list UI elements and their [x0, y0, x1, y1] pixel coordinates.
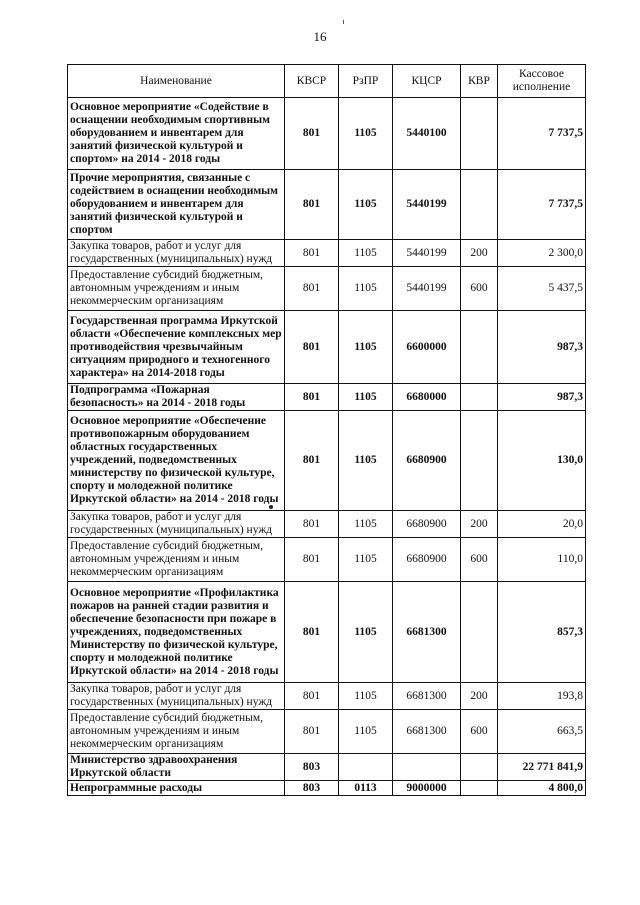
- table-row: [68, 538, 586, 582]
- header-kvsr: КВСР: [285, 65, 339, 98]
- cell-kcsr: 6680900: [393, 511, 461, 538]
- table-row: [68, 170, 586, 240]
- cell-kcsr: 5440100: [393, 98, 461, 170]
- cell-name: Закупка товаров, работ и услуг для государственных (муниципальных) нужд: [68, 511, 285, 538]
- cell-name: Государственная программа Иркутской области «Обеспечение комплексных мер противодействия чрезвычайным ситуациям природного и техногенного характера» на 2014-2018 годы: [68, 311, 285, 384]
- cell-rzpr: 1105: [339, 710, 393, 754]
- cell-kcsr: 6681300: [393, 582, 461, 683]
- cell-amount: 987,3: [498, 384, 586, 411]
- cell-amount: 987,3: [498, 311, 586, 384]
- table-row: [68, 98, 586, 170]
- cell-kvsr: 801: [285, 511, 339, 538]
- budget-table: [67, 64, 586, 796]
- cell-name: Прочие мероприятия, связанные с содействием в оснащении необходимым оборудованием и инвентарем для занятий физической культурой и спортом: [68, 170, 285, 240]
- cell-rzpr: 1105: [339, 311, 393, 384]
- cell-amount: 20,0: [498, 511, 586, 538]
- cell-kvsr: 801: [285, 170, 339, 240]
- cell-name: Министерство здравоохранения Иркутской области: [68, 754, 285, 781]
- cell-kvr: 200: [461, 240, 498, 267]
- cell-kcsr: 6681300: [393, 683, 461, 710]
- cell-rzpr: 1105: [339, 511, 393, 538]
- cell-rzpr: 1105: [339, 240, 393, 267]
- cell-amount: 5 437,5: [498, 267, 586, 311]
- cell-kvr: [461, 98, 498, 170]
- cell-kvr: 600: [461, 538, 498, 582]
- cell-amount: 110,0: [498, 538, 586, 582]
- cell-rzpr: 1105: [339, 170, 393, 240]
- cell-rzpr: 1105: [339, 538, 393, 582]
- cell-amount: 130,0: [498, 411, 586, 511]
- cell-name: Подпрограмма «Пожарная безопасность» на 2014 - 2018 годы: [68, 384, 285, 411]
- cell-kvr: [461, 781, 498, 796]
- cell-rzpr: 0113: [339, 781, 393, 796]
- cell-amount: 7 737,5: [498, 170, 586, 240]
- page-number: 16: [313, 29, 327, 44]
- cell-kvsr: 801: [285, 98, 339, 170]
- cell-kvr: [461, 170, 498, 240]
- table-row: [68, 267, 586, 311]
- header-name: Наименование: [68, 65, 285, 98]
- cell-rzpr: 1105: [339, 411, 393, 511]
- table-row: [68, 683, 586, 710]
- cell-name: Непрограммные расходы: [68, 781, 285, 796]
- cell-kvr: [461, 411, 498, 511]
- table-row: [68, 311, 586, 384]
- table-row: [68, 384, 586, 411]
- page-tick-mark: [343, 20, 344, 24]
- cell-kvr: [461, 754, 498, 781]
- cell-kvsr: 803: [285, 781, 339, 796]
- header-kcsr: КЦСР: [393, 65, 461, 98]
- table-row: [68, 781, 586, 796]
- cell-kcsr: 6600000: [393, 311, 461, 384]
- cell-rzpr: 1105: [339, 98, 393, 170]
- cell-amount: 857,3: [498, 582, 586, 683]
- cell-kvsr: 801: [285, 683, 339, 710]
- table-row: [68, 511, 586, 538]
- header-kvr: КВР: [461, 65, 498, 98]
- cell-kvsr: 801: [285, 710, 339, 754]
- table-row: [68, 411, 586, 511]
- cell-name: Закупка товаров, работ и услуг для государственных (муниципальных) нужд: [68, 240, 285, 267]
- cell-name: Основное мероприятие «Обеспечение противопожарным оборудованием областных государственных учреждений, подведомственных министерству по физической культуре, спорту и молодежной политике Иркутской области» на 2014 - 2018 годы: [68, 411, 285, 511]
- cell-kcsr: 5440199: [393, 170, 461, 240]
- cell-kcsr: 5440199: [393, 240, 461, 267]
- cell-amount: 2 300,0: [498, 240, 586, 267]
- cell-amount: 7 737,5: [498, 98, 586, 170]
- header-rzpr: РзПР: [339, 65, 393, 98]
- cell-amount: 193,8: [498, 683, 586, 710]
- cell-name: Предоставление субсидий бюджетным, автономным учреждениям и иным некоммерческим организациям: [68, 538, 285, 582]
- cell-name: Основное мероприятие «Содействие в оснащении необходимым спортивным оборудованием и инвентарем для занятий физической культурой и спортом» на 2014 - 2018 годы: [68, 98, 285, 170]
- cell-rzpr: [339, 754, 393, 781]
- cell-name: Основное мероприятие «Профилактика пожаров на ранней стадии развития и обеспечение безопасности при пожаре в учреждениях, подведомственных Министерству по физической культуре, спорту и молодежной политике Иркутской области» на 2014 - 2018 годы: [68, 582, 285, 683]
- header-exec: Кассовое исполнение: [498, 65, 586, 98]
- cell-kvsr: 801: [285, 384, 339, 411]
- table-row: [68, 754, 586, 781]
- cell-kcsr: 6680900: [393, 411, 461, 511]
- cell-rzpr: 1105: [339, 582, 393, 683]
- cell-amount: 22 771 841,9: [498, 754, 586, 781]
- cell-kcsr: 6680000: [393, 384, 461, 411]
- cell-kvsr: 801: [285, 538, 339, 582]
- cell-amount: 4 800,0: [498, 781, 586, 796]
- table-row: [68, 710, 586, 754]
- table-header-row: [68, 65, 586, 98]
- cell-name: Предоставление субсидий бюджетным, автономным учреждениям и иным некоммерческим организациям: [68, 267, 285, 311]
- cell-kcsr: [393, 754, 461, 781]
- cell-kvr: [461, 311, 498, 384]
- cell-kvr: 200: [461, 511, 498, 538]
- cell-kvr: [461, 384, 498, 411]
- cell-kvsr: 803: [285, 754, 339, 781]
- cell-rzpr: 1105: [339, 683, 393, 710]
- table-row: [68, 240, 586, 267]
- cell-kvr: 600: [461, 267, 498, 311]
- cell-kvsr: 801: [285, 311, 339, 384]
- cell-kvsr: 801: [285, 582, 339, 683]
- cell-amount: 663,5: [498, 710, 586, 754]
- cell-kcsr: 5440199: [393, 267, 461, 311]
- cell-kvr: 200: [461, 683, 498, 710]
- stray-mark: [269, 505, 273, 509]
- table-body: [68, 98, 586, 796]
- cell-name: Предоставление субсидий бюджетным, автономным учреждениям и иным некоммерческим организациям: [68, 710, 285, 754]
- cell-kcsr: 6681300: [393, 710, 461, 754]
- cell-name: Закупка товаров, работ и услуг для государственных (муниципальных) нужд: [68, 683, 285, 710]
- table-row: [68, 582, 586, 683]
- cell-kcsr: 9000000: [393, 781, 461, 796]
- cell-rzpr: 1105: [339, 384, 393, 411]
- cell-kvsr: 801: [285, 240, 339, 267]
- cell-rzpr: 1105: [339, 267, 393, 311]
- cell-kvr: 600: [461, 710, 498, 754]
- cell-kvr: [461, 582, 498, 683]
- cell-kvsr: 801: [285, 411, 339, 511]
- cell-kvsr: 801: [285, 267, 339, 311]
- cell-kcsr: 6680900: [393, 538, 461, 582]
